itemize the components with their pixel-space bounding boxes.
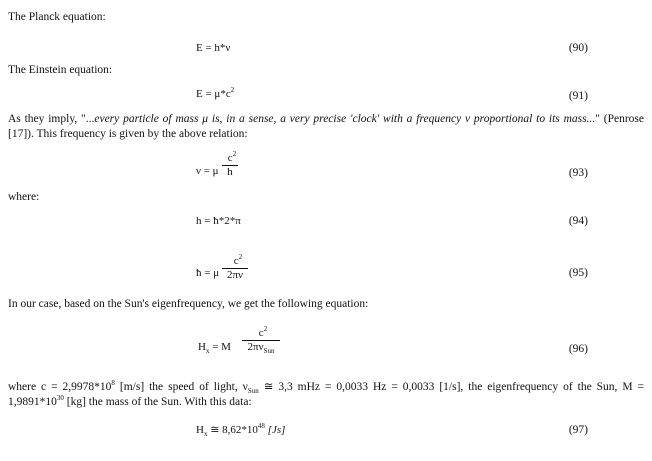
equation-95-numerator: c bbox=[233, 255, 239, 267]
equation-number-96: (96) bbox=[568, 343, 588, 355]
quote-italic: every particle of mass μ is, in a sense, a very precise 'clock' with a frequency ν proportional to its mass... bbox=[94, 113, 596, 125]
equation-number-94: (94) bbox=[568, 215, 588, 227]
equation-93-numerator-exponent: 2 bbox=[232, 150, 237, 158]
equation-94: h = ħ*2*π bbox=[196, 215, 241, 227]
frequency-subscript: Sun bbox=[247, 387, 259, 395]
equation-97-H-subscript: x bbox=[203, 430, 208, 438]
equation-number-97: (97) bbox=[568, 424, 588, 436]
equation-96-numerator: c bbox=[258, 327, 264, 339]
eigenfrequency-text: ≅ 3,3 mHz = 0,0033 Hz = 0,0033 [1/s], the eigenfrequency of the Sun, M = 1,9891*10 bbox=[8, 381, 645, 408]
einstein-heading: The Einstein equation: bbox=[8, 64, 113, 76]
speed-of-light-text: where c = 2,9978*10 bbox=[8, 381, 112, 393]
penrose-quote-paragraph bbox=[8, 112, 644, 142]
equation-91-base: E = μ*c bbox=[196, 88, 231, 100]
quote-lead: As they imply, "... bbox=[8, 113, 95, 125]
equation-96-denominator-subscript: Sun bbox=[263, 347, 275, 355]
data-paragraph bbox=[8, 380, 644, 410]
equation-93-fraction bbox=[222, 152, 238, 179]
equation-93-numerator: c bbox=[227, 152, 233, 164]
equation-95-denominator: 2πν bbox=[226, 269, 244, 281]
equation-96-H-subscript: x bbox=[205, 347, 210, 355]
equation-96-equals-M: = M bbox=[209, 341, 231, 353]
speed-of-light-exponent: 8 bbox=[111, 379, 115, 387]
equation-91-exponent: 2 bbox=[230, 86, 235, 94]
equation-91 bbox=[196, 88, 234, 100]
equation-number-90: (90) bbox=[568, 42, 588, 54]
equation-95-fraction bbox=[222, 255, 248, 282]
where-label: where: bbox=[8, 191, 40, 203]
planck-heading: The Planck equation: bbox=[8, 11, 106, 23]
equation-93-denominator: h bbox=[227, 166, 233, 178]
equation-95-lhs: ħ = μ bbox=[196, 267, 220, 279]
equation-96-lhs bbox=[198, 341, 231, 353]
equation-96-numerator-exponent: 2 bbox=[263, 325, 268, 333]
equation-96-fraction bbox=[242, 327, 280, 354]
equation-97-H: H bbox=[196, 424, 204, 436]
equation-97-unit: [Js] bbox=[264, 424, 286, 436]
equation-96-denominator: 2πν bbox=[247, 341, 264, 353]
equation-number-93: (93) bbox=[568, 167, 588, 179]
equation-95-numerator-exponent: 2 bbox=[238, 253, 243, 261]
equation-97 bbox=[196, 423, 285, 436]
equation-90: E = h*ν bbox=[196, 42, 231, 54]
equation-96-H: H bbox=[198, 341, 206, 353]
equation-number-95: (95) bbox=[568, 267, 588, 279]
equation-97-value: ≅ 8,62*10 bbox=[207, 424, 258, 436]
equation-number-91: (91) bbox=[568, 90, 588, 102]
solar-mass-exponent: 30 bbox=[56, 394, 64, 402]
equation-97-exponent: 48 bbox=[257, 422, 265, 430]
equation-93-lhs: ν = μ bbox=[196, 165, 219, 177]
our-case-paragraph: In our case, based on the Sun's eigenfrequency, we get the following equation: bbox=[8, 298, 369, 310]
solar-mass-text: [kg] the mass of the Sun. With this data: bbox=[63, 396, 252, 408]
frequency-label-text: [m/s] the speed of light, ν bbox=[114, 381, 248, 393]
quote-tail: " (Penrose [17]). This frequency is given by the above relation: bbox=[8, 113, 644, 140]
